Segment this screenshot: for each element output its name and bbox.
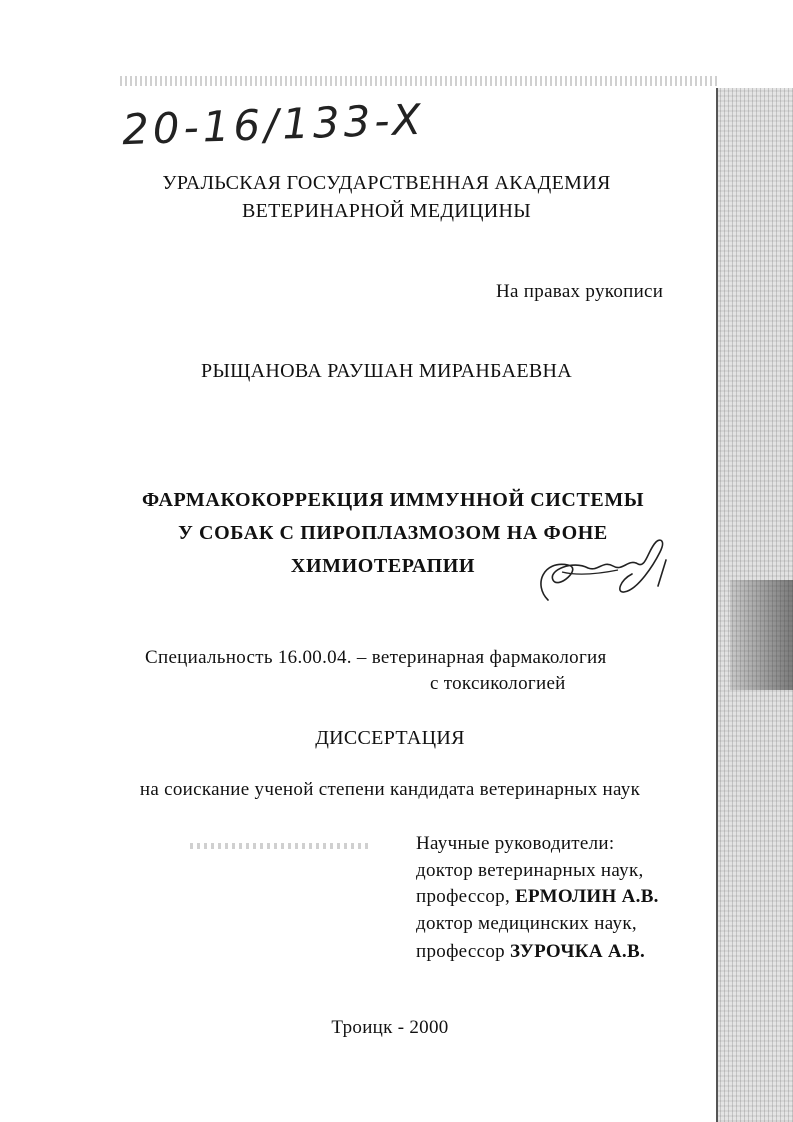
supervisor-1-name: ЕРМОЛИН А.В. bbox=[515, 886, 659, 907]
specialty-line-1: Специальность 16.00.04. – ветеринарная фармакология bbox=[145, 647, 607, 668]
institution-line-1: УРАЛЬСКАЯ ГОСУДАРСТВЕННАЯ АКАДЕМИЯ bbox=[162, 172, 611, 194]
place-year: Троицк - 2000 bbox=[331, 1017, 449, 1038]
manuscript-rights: На правах рукописи bbox=[496, 281, 664, 302]
title-line-2: У СОБАК С ПИРОПЛАЗМОЗОМ НА ФОНЕ bbox=[178, 522, 608, 544]
supervisor-1-rank: профессор, bbox=[416, 886, 511, 907]
specialty-line-2: с токсикологией bbox=[430, 673, 566, 694]
scan-artifact-faint-line bbox=[190, 843, 370, 849]
supervisor-1-line bbox=[416, 886, 659, 908]
signature-icon bbox=[528, 530, 678, 610]
title-line-1: ФАРМАКОКОРРЕКЦИЯ ИММУННОЙ СИСТЕМЫ bbox=[141, 489, 645, 511]
supervisor-2-degree: доктор медицинских наук, bbox=[416, 913, 637, 934]
title-line-3: ХИМИОТЕРАПИИ bbox=[290, 555, 476, 577]
scan-artifact-top bbox=[120, 76, 720, 86]
institution-line-2: ВЕТЕРИНАРНОЙ МЕДИЦИНЫ bbox=[241, 200, 532, 222]
supervisor-2-rank: профессор bbox=[416, 941, 505, 962]
scan-edge-line bbox=[716, 88, 718, 1122]
archive-handwritten-mark: 20-16/133-X bbox=[121, 94, 426, 155]
document-type: ДИССЕРТАЦИЯ bbox=[315, 727, 465, 749]
degree-line: на соискание ученой степени кандидата ветеринарных наук bbox=[139, 779, 641, 800]
supervisor-2-line bbox=[416, 941, 645, 963]
supervisors-heading: Научные руководители: bbox=[416, 833, 615, 854]
supervisor-2-name: ЗУРОЧКА А.В. bbox=[510, 941, 646, 962]
author-name: РЫЩАНОВА РАУШАН МИРАНБАЕВНА bbox=[201, 360, 572, 382]
supervisor-1-degree: доктор ветеринарных наук, bbox=[416, 860, 644, 881]
scan-artifact-dark-patch bbox=[730, 580, 793, 690]
